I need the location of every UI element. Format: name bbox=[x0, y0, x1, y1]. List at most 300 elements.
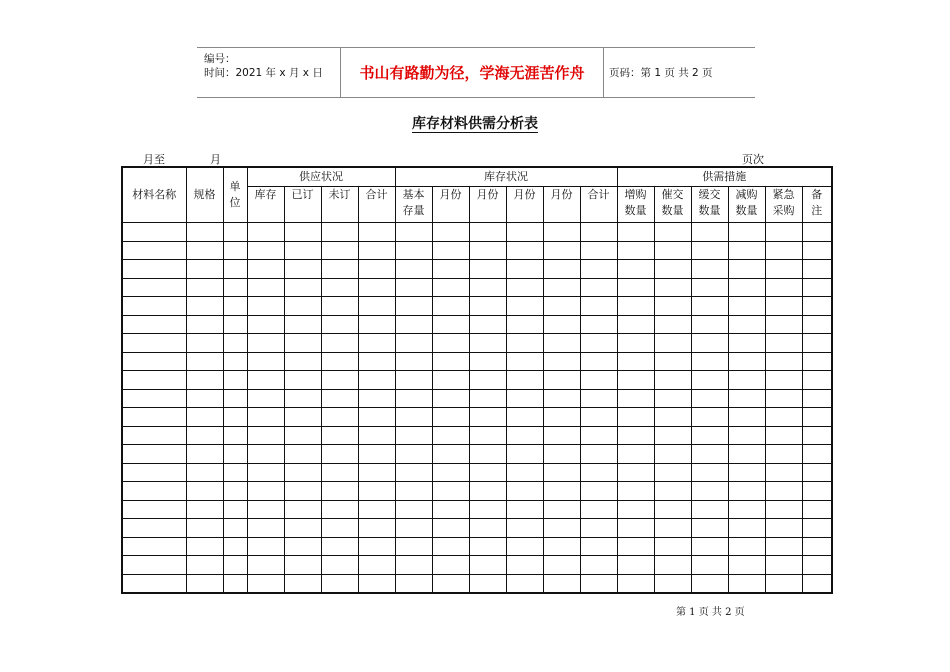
empty-cell bbox=[580, 315, 617, 334]
empty-cell bbox=[728, 241, 765, 260]
empty-cell bbox=[506, 371, 543, 390]
empty-cell bbox=[580, 500, 617, 519]
empty-cell bbox=[617, 223, 654, 242]
empty-cell bbox=[247, 445, 284, 464]
empty-cell bbox=[580, 223, 617, 242]
empty-cell bbox=[358, 297, 395, 316]
empty-cell bbox=[321, 260, 358, 279]
empty-cell bbox=[284, 334, 321, 353]
empty-cell bbox=[765, 389, 802, 408]
empty-cell bbox=[543, 352, 580, 371]
empty-cell bbox=[617, 519, 654, 538]
col-header-inventory: 基本存量 bbox=[395, 187, 432, 223]
empty-cell bbox=[506, 389, 543, 408]
empty-cell bbox=[284, 463, 321, 482]
empty-cell bbox=[506, 537, 543, 556]
empty-cell bbox=[432, 260, 469, 279]
empty-cell bbox=[122, 297, 186, 316]
empty-cell bbox=[186, 445, 223, 464]
empty-cell bbox=[543, 574, 580, 593]
empty-cell bbox=[321, 537, 358, 556]
empty-cell bbox=[654, 537, 691, 556]
empty-cell bbox=[654, 315, 691, 334]
empty-cell bbox=[506, 574, 543, 593]
empty-cell bbox=[247, 371, 284, 390]
empty-cell bbox=[543, 278, 580, 297]
number-label: 编号： bbox=[204, 53, 236, 65]
empty-cell bbox=[321, 426, 358, 445]
empty-cell bbox=[321, 352, 358, 371]
empty-cell bbox=[122, 408, 186, 427]
empty-cell bbox=[654, 334, 691, 353]
empty-cell bbox=[284, 500, 321, 519]
empty-cell bbox=[321, 556, 358, 575]
empty-cell bbox=[617, 297, 654, 316]
empty-cell bbox=[247, 278, 284, 297]
table-row bbox=[122, 223, 832, 242]
empty-cell bbox=[469, 556, 506, 575]
empty-cell bbox=[617, 408, 654, 427]
empty-cell bbox=[247, 297, 284, 316]
empty-cell bbox=[469, 445, 506, 464]
col-header-measure: 缓交数量 bbox=[691, 187, 728, 223]
group-header-supply: 供应状况 bbox=[247, 167, 395, 187]
table-row bbox=[122, 556, 832, 575]
empty-cell bbox=[469, 482, 506, 501]
empty-cell bbox=[395, 426, 432, 445]
empty-cell bbox=[247, 334, 284, 353]
empty-cell bbox=[654, 260, 691, 279]
empty-cell bbox=[765, 223, 802, 242]
empty-cell bbox=[223, 408, 247, 427]
empty-cell bbox=[395, 463, 432, 482]
empty-cell bbox=[728, 297, 765, 316]
empty-cell bbox=[654, 389, 691, 408]
empty-cell bbox=[395, 371, 432, 390]
empty-cell bbox=[186, 519, 223, 538]
empty-cell bbox=[321, 500, 358, 519]
empty-cell bbox=[802, 574, 832, 593]
empty-cell bbox=[358, 556, 395, 575]
empty-cell bbox=[543, 445, 580, 464]
empty-cell bbox=[580, 463, 617, 482]
empty-cell bbox=[691, 556, 728, 575]
empty-cell bbox=[543, 408, 580, 427]
empty-cell bbox=[321, 574, 358, 593]
empty-cell bbox=[802, 519, 832, 538]
empty-cell bbox=[186, 537, 223, 556]
empty-cell bbox=[395, 260, 432, 279]
empty-cell bbox=[432, 334, 469, 353]
empty-cell bbox=[617, 556, 654, 575]
empty-cell bbox=[543, 463, 580, 482]
empty-cell bbox=[223, 426, 247, 445]
empty-cell bbox=[506, 241, 543, 260]
empty-cell bbox=[765, 241, 802, 260]
empty-cell bbox=[691, 297, 728, 316]
empty-cell bbox=[247, 389, 284, 408]
empty-cell bbox=[186, 556, 223, 575]
empty-cell bbox=[284, 315, 321, 334]
empty-cell bbox=[395, 241, 432, 260]
empty-cell bbox=[543, 241, 580, 260]
empty-cell bbox=[506, 260, 543, 279]
empty-cell bbox=[580, 537, 617, 556]
header-info-cell bbox=[197, 48, 340, 97]
empty-cell bbox=[543, 500, 580, 519]
table-row bbox=[122, 241, 832, 260]
empty-cell bbox=[395, 500, 432, 519]
empty-cell bbox=[580, 334, 617, 353]
empty-cell bbox=[728, 408, 765, 427]
empty-cell bbox=[186, 463, 223, 482]
empty-cell bbox=[728, 482, 765, 501]
empty-cell bbox=[802, 371, 832, 390]
empty-cell bbox=[580, 482, 617, 501]
empty-cell bbox=[432, 408, 469, 427]
empty-cell bbox=[469, 500, 506, 519]
empty-cell bbox=[247, 482, 284, 501]
empty-cell bbox=[321, 334, 358, 353]
col-header-supply: 合计 bbox=[358, 187, 395, 223]
empty-cell bbox=[728, 426, 765, 445]
empty-cell bbox=[728, 352, 765, 371]
empty-cell bbox=[223, 315, 247, 334]
empty-cell bbox=[765, 408, 802, 427]
empty-cell bbox=[358, 426, 395, 445]
empty-cell bbox=[543, 519, 580, 538]
table-row bbox=[122, 445, 832, 464]
empty-cell bbox=[223, 223, 247, 242]
empty-cell bbox=[223, 334, 247, 353]
empty-cell bbox=[358, 408, 395, 427]
empty-cell bbox=[469, 574, 506, 593]
empty-cell bbox=[469, 241, 506, 260]
empty-cell bbox=[395, 297, 432, 316]
document-title bbox=[0, 113, 950, 133]
empty-cell bbox=[802, 223, 832, 242]
empty-cell bbox=[654, 482, 691, 501]
empty-cell bbox=[469, 352, 506, 371]
empty-cell bbox=[580, 556, 617, 575]
empty-cell bbox=[802, 445, 832, 464]
empty-cell bbox=[186, 389, 223, 408]
empty-cell bbox=[469, 334, 506, 353]
empty-cell bbox=[506, 408, 543, 427]
empty-cell bbox=[506, 297, 543, 316]
empty-cell bbox=[284, 408, 321, 427]
empty-cell bbox=[284, 241, 321, 260]
empty-cell bbox=[802, 352, 832, 371]
col-header-measure: 增购数量 bbox=[617, 187, 654, 223]
empty-cell bbox=[358, 389, 395, 408]
title-text: 库存材料供需分析表 bbox=[412, 116, 538, 132]
empty-cell bbox=[691, 537, 728, 556]
table-row bbox=[122, 371, 832, 390]
empty-cell bbox=[432, 574, 469, 593]
empty-cell bbox=[284, 297, 321, 316]
empty-cell bbox=[654, 445, 691, 464]
empty-cell bbox=[654, 574, 691, 593]
empty-cell bbox=[691, 278, 728, 297]
empty-cell bbox=[765, 426, 802, 445]
empty-cell bbox=[728, 334, 765, 353]
empty-cell bbox=[617, 241, 654, 260]
empty-cell bbox=[186, 260, 223, 279]
empty-cell bbox=[506, 463, 543, 482]
empty-cell bbox=[395, 334, 432, 353]
empty-cell bbox=[186, 334, 223, 353]
empty-cell bbox=[469, 537, 506, 556]
empty-cell bbox=[321, 223, 358, 242]
empty-cell bbox=[728, 556, 765, 575]
empty-cell bbox=[469, 519, 506, 538]
empty-cell bbox=[223, 389, 247, 408]
empty-cell bbox=[223, 463, 247, 482]
empty-cell bbox=[469, 371, 506, 390]
empty-cell bbox=[395, 408, 432, 427]
empty-cell bbox=[802, 260, 832, 279]
month-from-label: 月至 bbox=[143, 153, 165, 166]
empty-cell bbox=[186, 482, 223, 501]
empty-cell bbox=[122, 389, 186, 408]
empty-cell bbox=[432, 463, 469, 482]
empty-cell bbox=[617, 500, 654, 519]
empty-cell bbox=[543, 426, 580, 445]
empty-cell bbox=[395, 482, 432, 501]
empty-cell bbox=[432, 389, 469, 408]
empty-cell bbox=[469, 389, 506, 408]
empty-cell bbox=[247, 241, 284, 260]
empty-cell bbox=[223, 537, 247, 556]
empty-cell bbox=[223, 445, 247, 464]
empty-cell bbox=[122, 463, 186, 482]
empty-cell bbox=[802, 408, 832, 427]
empty-cell bbox=[321, 445, 358, 464]
empty-cell bbox=[223, 574, 247, 593]
empty-cell bbox=[122, 556, 186, 575]
empty-cell bbox=[247, 537, 284, 556]
empty-cell bbox=[469, 408, 506, 427]
col-header-measure: 紧急采购 bbox=[765, 187, 802, 223]
empty-cell bbox=[321, 389, 358, 408]
empty-cell bbox=[432, 223, 469, 242]
empty-cell bbox=[395, 519, 432, 538]
empty-cell bbox=[654, 500, 691, 519]
empty-cell bbox=[247, 556, 284, 575]
empty-cell bbox=[580, 260, 617, 279]
table-row bbox=[122, 297, 832, 316]
empty-cell bbox=[728, 500, 765, 519]
empty-cell bbox=[691, 408, 728, 427]
empty-cell bbox=[247, 426, 284, 445]
empty-cell bbox=[543, 223, 580, 242]
empty-cell bbox=[506, 482, 543, 501]
empty-cell bbox=[765, 519, 802, 538]
empty-cell bbox=[395, 278, 432, 297]
empty-cell bbox=[617, 389, 654, 408]
empty-cell bbox=[284, 445, 321, 464]
empty-cell bbox=[122, 315, 186, 334]
empty-cell bbox=[654, 519, 691, 538]
col-header-unit: 单位 bbox=[223, 167, 247, 223]
empty-cell bbox=[765, 371, 802, 390]
empty-cell bbox=[186, 426, 223, 445]
empty-cell bbox=[247, 315, 284, 334]
empty-cell bbox=[321, 519, 358, 538]
empty-cell bbox=[506, 556, 543, 575]
page-footer: 第 1 页 共 2 页 bbox=[676, 607, 745, 618]
empty-cell bbox=[580, 352, 617, 371]
empty-cell bbox=[617, 371, 654, 390]
empty-cell bbox=[802, 482, 832, 501]
empty-cell bbox=[506, 500, 543, 519]
empty-cell bbox=[395, 574, 432, 593]
empty-cell bbox=[654, 297, 691, 316]
empty-cell bbox=[543, 334, 580, 353]
empty-cell bbox=[432, 445, 469, 464]
empty-cell bbox=[543, 371, 580, 390]
empty-cell bbox=[358, 334, 395, 353]
empty-cell bbox=[543, 260, 580, 279]
empty-cell bbox=[432, 278, 469, 297]
empty-cell bbox=[247, 463, 284, 482]
empty-cell bbox=[580, 278, 617, 297]
empty-cell bbox=[580, 371, 617, 390]
empty-cell bbox=[654, 463, 691, 482]
empty-cell bbox=[691, 500, 728, 519]
empty-cell bbox=[284, 352, 321, 371]
empty-cell bbox=[223, 556, 247, 575]
empty-cell bbox=[469, 315, 506, 334]
empty-cell bbox=[284, 537, 321, 556]
empty-cell bbox=[691, 223, 728, 242]
empty-cell bbox=[432, 371, 469, 390]
empty-cell bbox=[321, 482, 358, 501]
empty-cell bbox=[186, 241, 223, 260]
empty-cell bbox=[432, 315, 469, 334]
empty-cell bbox=[617, 278, 654, 297]
empty-cell bbox=[617, 426, 654, 445]
empty-cell bbox=[223, 241, 247, 260]
empty-cell bbox=[543, 297, 580, 316]
empty-cell bbox=[432, 352, 469, 371]
empty-cell bbox=[506, 426, 543, 445]
empty-cell bbox=[506, 278, 543, 297]
col-header-supply: 库存 bbox=[247, 187, 284, 223]
empty-cell bbox=[765, 556, 802, 575]
empty-cell bbox=[691, 371, 728, 390]
empty-cell bbox=[691, 241, 728, 260]
empty-cell bbox=[432, 241, 469, 260]
empty-cell bbox=[358, 371, 395, 390]
header-page-code: 页码：第 1 页 共 2 页 bbox=[609, 67, 713, 79]
empty-cell bbox=[321, 463, 358, 482]
empty-cell bbox=[691, 260, 728, 279]
empty-cell bbox=[321, 241, 358, 260]
empty-cell bbox=[469, 260, 506, 279]
empty-cell bbox=[395, 537, 432, 556]
empty-cell bbox=[691, 389, 728, 408]
col-header-inventory: 月份 bbox=[543, 187, 580, 223]
empty-cell bbox=[691, 315, 728, 334]
empty-cell bbox=[506, 315, 543, 334]
group-header-measures: 供需措施 bbox=[617, 167, 832, 187]
empty-cell bbox=[432, 500, 469, 519]
empty-cell bbox=[395, 556, 432, 575]
empty-cell bbox=[186, 223, 223, 242]
empty-cell bbox=[802, 278, 832, 297]
empty-cell bbox=[223, 352, 247, 371]
empty-cell bbox=[122, 241, 186, 260]
empty-cell bbox=[617, 574, 654, 593]
empty-cell bbox=[122, 482, 186, 501]
empty-cell bbox=[691, 482, 728, 501]
empty-cell bbox=[223, 482, 247, 501]
empty-cell bbox=[802, 426, 832, 445]
empty-cell bbox=[691, 463, 728, 482]
empty-cell bbox=[765, 500, 802, 519]
table-row bbox=[122, 463, 832, 482]
empty-cell bbox=[728, 278, 765, 297]
table-row bbox=[122, 334, 832, 353]
table-row bbox=[122, 278, 832, 297]
table-row bbox=[122, 408, 832, 427]
empty-cell bbox=[654, 223, 691, 242]
table-row bbox=[122, 389, 832, 408]
header-slogan: 书山有路勤为径，学海无涯苦作舟 bbox=[340, 48, 604, 97]
document-header bbox=[197, 47, 755, 98]
table-row bbox=[122, 519, 832, 538]
empty-cell bbox=[395, 445, 432, 464]
empty-cell bbox=[469, 278, 506, 297]
empty-cell bbox=[321, 278, 358, 297]
empty-cell bbox=[654, 278, 691, 297]
empty-cell bbox=[654, 426, 691, 445]
empty-cell bbox=[321, 371, 358, 390]
empty-cell bbox=[580, 574, 617, 593]
empty-cell bbox=[580, 408, 617, 427]
empty-cell bbox=[432, 537, 469, 556]
empty-cell bbox=[469, 223, 506, 242]
empty-cell bbox=[506, 519, 543, 538]
empty-cell bbox=[358, 352, 395, 371]
empty-cell bbox=[580, 241, 617, 260]
empty-cell bbox=[432, 556, 469, 575]
empty-cell bbox=[395, 223, 432, 242]
empty-cell bbox=[284, 426, 321, 445]
empty-cell bbox=[122, 223, 186, 242]
empty-cell bbox=[765, 482, 802, 501]
empty-cell bbox=[358, 445, 395, 464]
col-header-inventory: 月份 bbox=[506, 187, 543, 223]
empty-cell bbox=[284, 278, 321, 297]
empty-cell bbox=[654, 408, 691, 427]
empty-cell bbox=[186, 371, 223, 390]
empty-cell bbox=[617, 482, 654, 501]
empty-cell bbox=[122, 537, 186, 556]
group-header-inventory: 库存状况 bbox=[395, 167, 617, 187]
empty-cell bbox=[186, 297, 223, 316]
col-header-spec: 规格 bbox=[186, 167, 223, 223]
empty-cell bbox=[432, 482, 469, 501]
empty-cell bbox=[765, 297, 802, 316]
empty-cell bbox=[802, 334, 832, 353]
empty-cell bbox=[247, 574, 284, 593]
table-row bbox=[122, 482, 832, 501]
empty-cell bbox=[691, 574, 728, 593]
empty-cell bbox=[186, 500, 223, 519]
